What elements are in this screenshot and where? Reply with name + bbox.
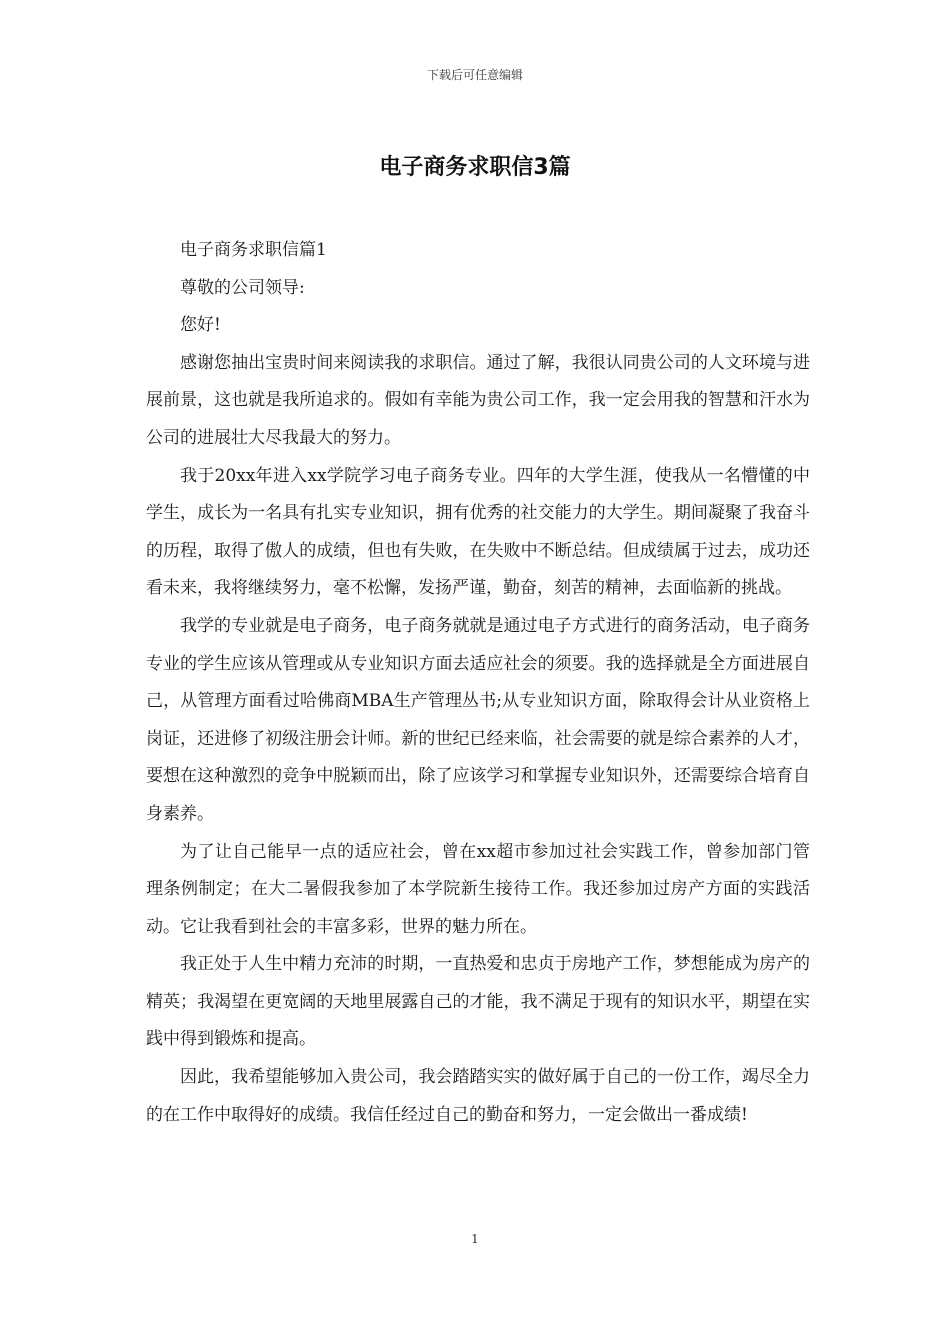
greeting: 您好!	[180, 315, 221, 336]
body-paragraph: 我学的专业就是电子商务，电子商务就就是通过电子方式进行的商务活动，电子商务专业的学生应该从管理或从专业知识方面去适应社会的须要。我的选择就是全方面进展自己，从管理方面看过哈佛商MBA生产管理丛书;从专业知识方面，除取得会计从业资格上岗证，还进修了初级注册会计师。新的世纪已经来临，社会需要的就是综合素养的人才，要想在这种激烈的竞争中脱颖而出，除了应该学习和掌握专业知识外，还需要综合培育自身素养。	[146, 615, 810, 824]
body-paragraph: 感谢您抽出宝贵时间来阅读我的求职信。通过了解，我很认同贵公司的人文环境与进展前景，这也就是我所追求的。假如有幸能为贵公司工作，我一定会用我的智慧和汗水为公司的进展壮大尽我最大的努力。	[146, 352, 810, 448]
section-heading: 电子商务求职信篇1	[180, 240, 327, 260]
document-body	[146, 232, 810, 1134]
page-number: 1	[471, 1232, 479, 1246]
body-paragraph: 我于20xx年进入xx学院学习电子商务专业。四年的大学生涯，使我从一名懵懂的中学生，成长为一名具有扎实专业知识，拥有优秀的社交能力的大学生。期间凝聚了我奋斗的历程，取得了傲人的成绩，但也有失败，在失败中不断总结。但成绩属于过去，成功还看未来，我将继续努力，毫不松懈，发扬严谨，勤奋，刻苦的精神，去面临新的挑战。	[146, 465, 810, 599]
header-note: 下载后可任意编辑	[426, 68, 523, 82]
body-paragraph: 我正处于人生中精力充沛的时期，一直热爱和忠贞于房地产工作，梦想能成为房产的精英；我渴望在更宽阔的天地里展露自己的才能，我不满足于现有的知识水平，期望在实践中得到锻炼和提高。	[146, 954, 810, 1050]
body-paragraph: 因此，我希望能够加入贵公司，我会踏踏实实的做好属于自己的一份工作，竭尽全力的在工作中取得好的成绩。我信任经过自己的勤奋和努力，一定会做出一番成绩!	[146, 1067, 810, 1125]
document-title: 电子商务求职信3篇	[379, 155, 571, 180]
body-paragraph: 为了让自己能早一点的适应社会，曾在xx超市参加过社会实践工作，曾参加部门管理条例制定；在大二暑假我参加了本学院新生接待工作。我还参加过房产方面的实践活动。它让我看到社会的丰富多彩，世界的魅力所在。	[146, 841, 810, 937]
salutation: 尊敬的公司领导:	[180, 277, 305, 298]
